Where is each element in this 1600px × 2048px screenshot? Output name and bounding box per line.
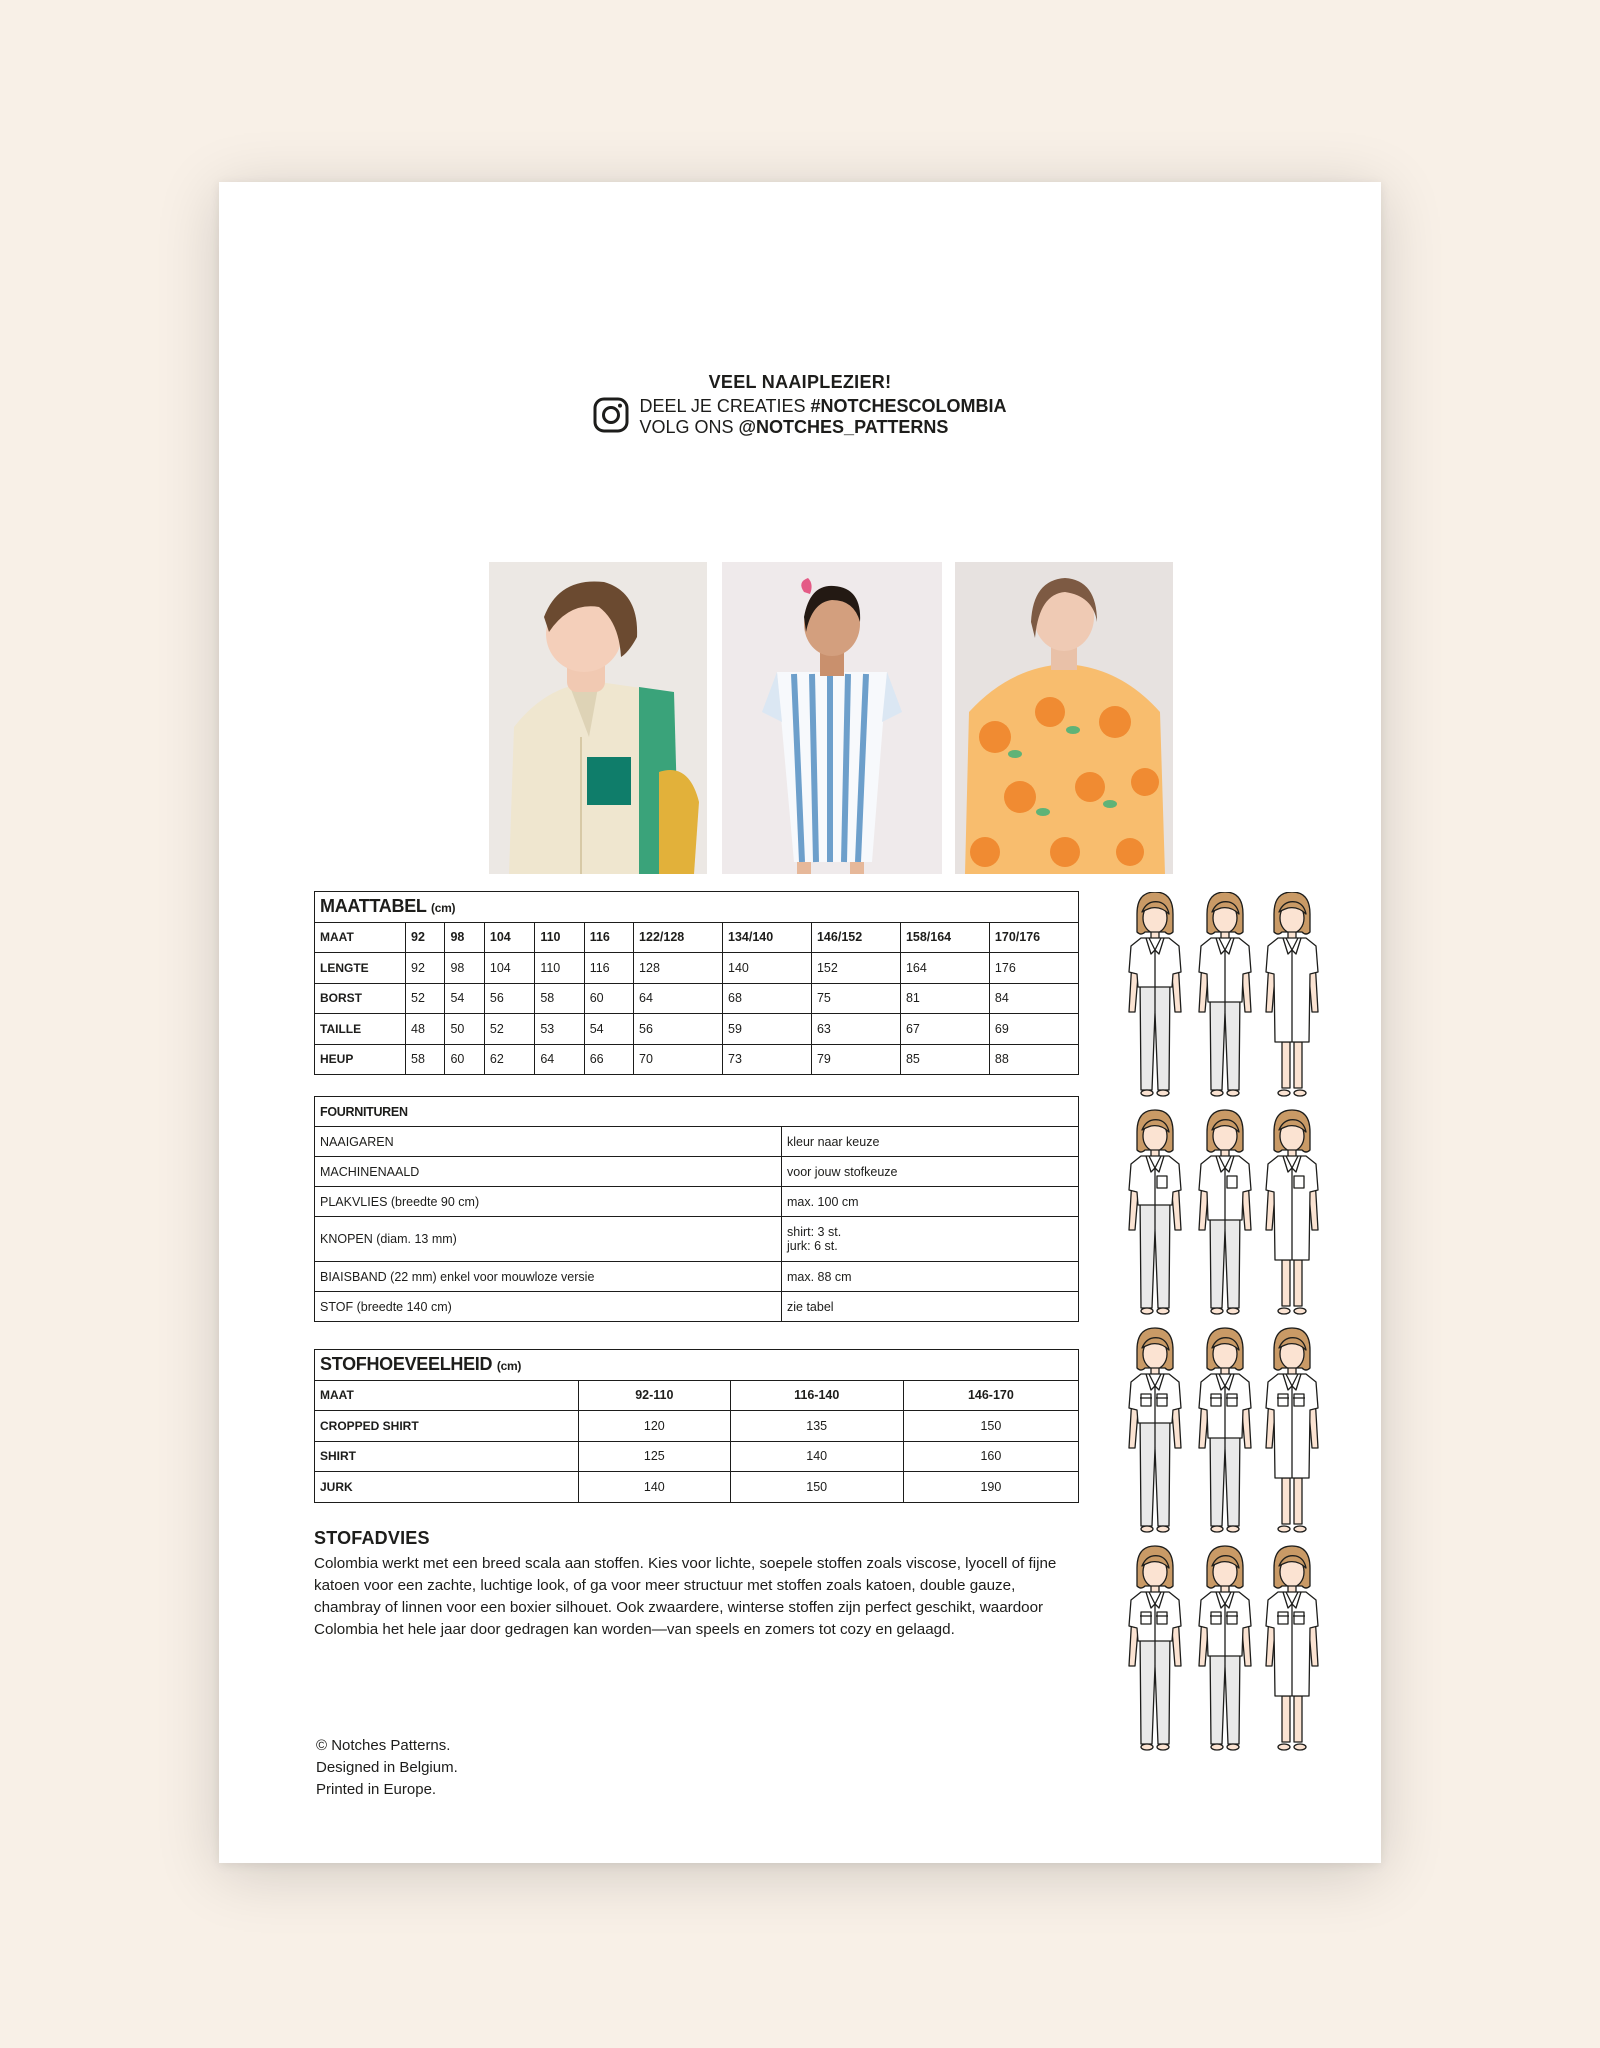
fabric-advice (314, 1528, 1079, 1641)
supplies-title: FOURNITUREN (315, 1097, 1079, 1127)
table-row: MACHINENAALD voor jouw stofkeuze (315, 1157, 1079, 1187)
figure-cropped-shirt-with-pants (1129, 1110, 1181, 1314)
figure-shirt-with-pants (1199, 1110, 1251, 1314)
size-chart (314, 891, 1079, 1075)
fabric-table-title: STOFHOEVEELHEID (cm) (315, 1350, 1079, 1381)
table-row: LENGTE 92 98 104 110 116 128 140 152 164 176 (315, 953, 1079, 984)
table-row: CROPPED SHIRT 120 135 150 (315, 1411, 1079, 1442)
promo-title: VEEL NAAIPLEZIER! (708, 372, 892, 392)
fabric-quantity-table (314, 1349, 1079, 1503)
fabric-advice-text: Colombia werkt met een breed scala aan stoffen. Kies voor lichte, soepele stoffen zoals viscose, lyocell of fijne katoen voor een zachte, luchtige look, of ga voor meer structuur met stoffen zoals katoen, double gauze, chambray of linnen voor een boxier silhouet. Ook zwaardere, winterse stoffen zijn perfect geschikt, waardoor Colombia het hele jaar door gedragen kan worden—van speels en zomers tot cozy en gelaagd. (314, 1555, 1057, 1638)
fabric-advice-title: STOFADVIES (314, 1528, 430, 1548)
table-row: HEUP 58 60 62 64 66 70 73 79 85 88 (315, 1044, 1079, 1075)
size-chart-title: MAATTABEL (cm) (315, 892, 1079, 923)
photo-boy-colorblock-shirt (489, 562, 707, 874)
table-row: KNOPEN (diam. 13 mm) shirt: 3 st. jurk: 6 st. (315, 1217, 1079, 1262)
figure-shirt-dress (1266, 892, 1318, 1096)
pattern-back-page (219, 182, 1381, 1863)
share-line: DEEL JE CREATIES #NOTCHESCOLOMBIA (639, 396, 1007, 416)
table-row: BORST 52 54 56 58 60 64 68 75 81 84 (315, 983, 1079, 1014)
table-row: PLAKVLIES (breedte 90 cm) max. 100 cm (315, 1187, 1079, 1217)
figure-shirt-with-pants (1199, 1546, 1251, 1750)
instagram-handle: @NOTCHES_PATTERNS (738, 417, 949, 437)
table-row: BIAISBAND (22 mm) enkel voor mouwloze versie max. 88 cm (315, 1262, 1079, 1292)
figure-shirt-dress (1266, 1110, 1318, 1314)
figure-cropped-shirt-with-pants (1129, 1328, 1181, 1532)
technical-illustrations (1104, 892, 1344, 1772)
figure-shirt-with-pants (1199, 1328, 1251, 1532)
supplies-table (314, 1096, 1079, 1322)
photo-strip (489, 562, 1173, 874)
table-row: JURK 140 150 190 (315, 1472, 1079, 1503)
follow-line: VOLG ONS @NOTCHES_PATTERNS (639, 417, 949, 437)
figure-shirt-dress (1266, 1328, 1318, 1532)
copyright: © Notches Patterns. Designed in Belgium. Printed in Europe. (316, 1737, 458, 1798)
figure-shirt-dress (1266, 1546, 1318, 1750)
photo-girl-striped-dress (722, 562, 942, 874)
table-row: SHIRT 125 140 160 (315, 1441, 1079, 1472)
hashtag: #NOTCHESCOLOMBIA (810, 396, 1007, 416)
table-row: NAAIGAREN kleur naar keuze (315, 1127, 1079, 1157)
figure-cropped-shirt-with-pants (1129, 892, 1181, 1096)
instagram-icon (593, 397, 629, 438)
figure-shirt-with-pants (1199, 892, 1251, 1096)
photo-girl-floral-shirt (955, 562, 1173, 874)
table-row: MAAT 92 98 104 110 116 122/128 134/140 146/152 158/164 170/176 (315, 922, 1079, 953)
figure-cropped-shirt-with-pants (1129, 1546, 1181, 1750)
table-row: MAAT 92-110 116-140 146-170 (315, 1380, 1079, 1411)
table-row: TAILLE 48 50 52 53 54 56 59 63 67 69 (315, 1014, 1079, 1045)
social-promo (219, 372, 1381, 438)
table-row: STOF (breedte 140 cm) zie tabel (315, 1292, 1079, 1322)
